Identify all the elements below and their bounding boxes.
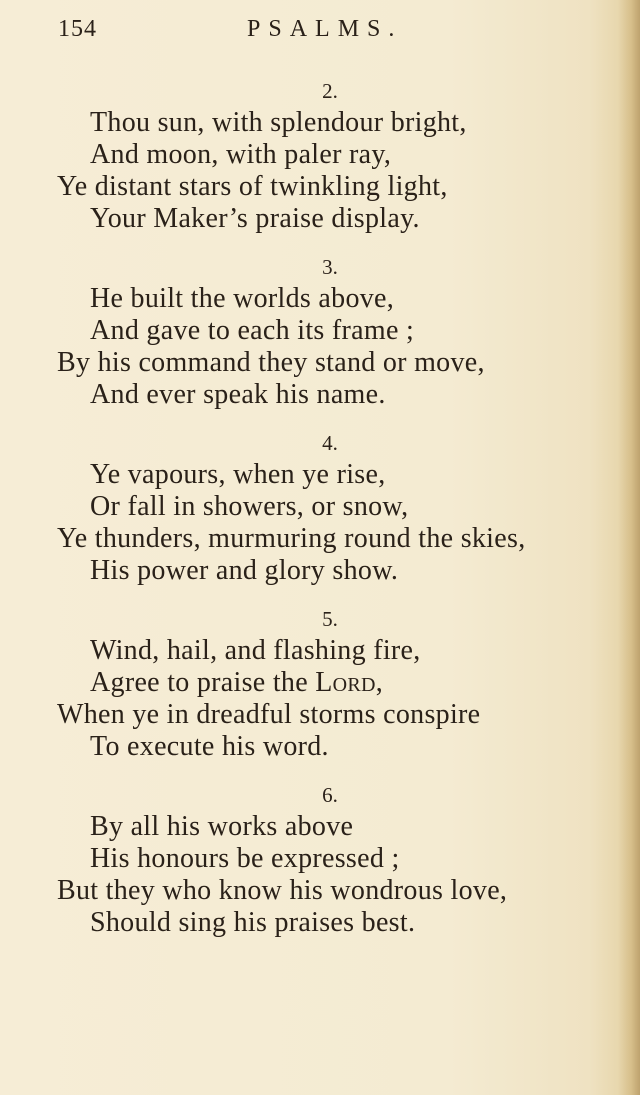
verse-line: His honours be expressed ;	[90, 843, 400, 874]
verse-line: His power and glory show.	[90, 555, 399, 586]
stanza-number: 3.	[322, 255, 338, 279]
verse-line: And moon, with paler ray,	[90, 139, 392, 170]
page-edge-shadow	[618, 0, 640, 1095]
page-number: 154	[58, 16, 97, 42]
verse-line-text: Agree to praise the	[90, 667, 316, 698]
verse-line: Ye distant stars of twinkling light,	[57, 171, 448, 202]
verse-line: To execute his word.	[90, 731, 329, 762]
verse-line: Thou sun, with splendour bright,	[90, 107, 467, 138]
verse-line: By all his works above	[90, 811, 354, 842]
verse-line-punctuation: ,	[375, 667, 384, 698]
stanza-number: 5.	[322, 607, 338, 631]
verse-line: Ye vapours, when ye rise,	[90, 459, 386, 490]
stanza-number: 4.	[322, 431, 338, 455]
verse-line: By his command they stand or move,	[57, 347, 485, 378]
verse-line: Ye thunders, murmuring round the skies,	[57, 523, 526, 554]
lord-small-caps: Lord	[315, 667, 376, 698]
running-title: PSALMS.	[247, 16, 403, 42]
verse-line: And gave to each its frame ;	[90, 315, 415, 346]
page-header	[0, 14, 640, 54]
verse-line: Or fall in showers, or snow,	[90, 491, 409, 522]
verse-line: Should sing his praises best.	[90, 907, 416, 938]
verse-line	[90, 667, 383, 699]
verse-line: He built the worlds above,	[90, 283, 395, 314]
verse-line: When ye in dreadful storms conspire	[57, 699, 481, 730]
verse-line: But they who know his wondrous love,	[57, 875, 508, 906]
verse-line: Your Maker’s praise display.	[90, 203, 420, 234]
verse-line: Wind, hail, and flashing fire,	[90, 635, 421, 666]
verse-line: And ever speak his name.	[90, 379, 386, 410]
stanza-number: 6.	[322, 783, 338, 807]
stanza-number: 2.	[322, 79, 338, 103]
